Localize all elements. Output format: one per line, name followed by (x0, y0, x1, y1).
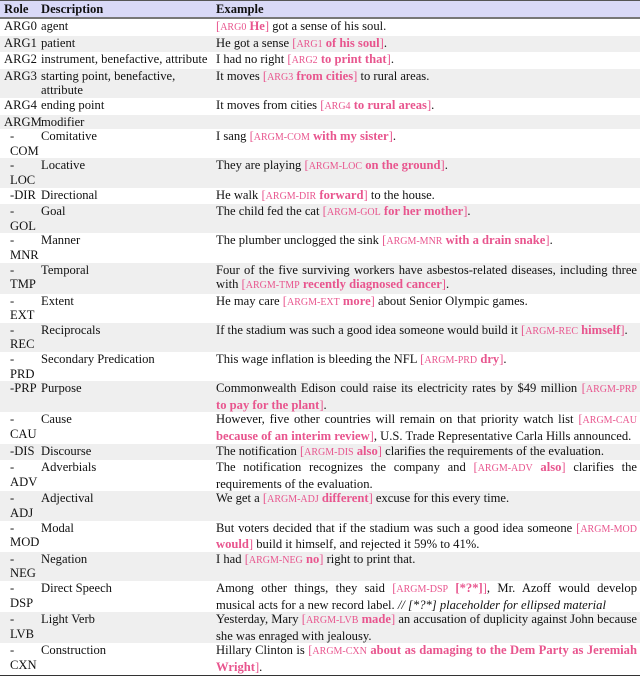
example-cell (212, 69, 640, 98)
table-row (0, 491, 640, 520)
table-row (0, 36, 640, 53)
argument-span: to pay for the plant (216, 397, 320, 412)
argument-span: with my sister (313, 129, 389, 144)
example-prefix: The notification (216, 443, 300, 458)
example-cell (212, 444, 640, 461)
example-cell (212, 491, 640, 520)
example-prefix: If the stadium was such a good idea someone would build it (216, 322, 521, 337)
example-prefix: Yesterday, Mary (216, 612, 302, 627)
role-tag: ARGM-NEG (248, 554, 303, 566)
close-bracket: ] (319, 397, 324, 412)
role-cell: ARG4 (4, 97, 37, 112)
role-tag: ARGM-DIS (304, 446, 354, 458)
close-bracket: ] (377, 443, 382, 458)
example-cell (212, 158, 640, 187)
role-cell: -COM (10, 129, 39, 158)
role-cell: -DSP (10, 580, 34, 610)
open-bracket: [ (299, 443, 305, 458)
role-cell: -DIS (10, 443, 35, 458)
description-cell: Negation (41, 551, 88, 566)
description-cell: Manner (41, 233, 81, 248)
example-prefix: This wage inflation is bleeding the NFL (216, 352, 421, 367)
open-bracket: [ (216, 19, 221, 33)
description-cell: Discourse (41, 443, 92, 458)
table-row (0, 381, 640, 412)
table-row (0, 233, 640, 262)
description-cell: Construction (41, 643, 107, 658)
close-bracket: ] (426, 97, 432, 112)
role-tag: ARG1 (296, 38, 323, 50)
example-suffix: . (467, 204, 471, 219)
description-cell: Comitative (41, 129, 97, 144)
example-cell (212, 521, 640, 552)
example-suffix: . (444, 158, 448, 173)
example-cell (212, 352, 640, 381)
role-tag: ARGM-ADJ (267, 494, 319, 506)
example-suffix: . (383, 35, 387, 50)
argument-span: different (321, 491, 369, 506)
example-cell (212, 460, 640, 491)
close-bracket: ] (368, 491, 373, 506)
description-cell: agent (41, 19, 69, 33)
description-cell: Directional (41, 187, 98, 202)
example-cell (212, 612, 640, 643)
close-bracket: ] (561, 460, 566, 475)
description-cell: Secondary Predication (41, 352, 155, 367)
example-prefix: Commonwealth Edison could raise its electricity rates by $49 million (216, 381, 582, 396)
role-cell: -EXT (10, 293, 35, 323)
role-cell: -NEG (10, 551, 36, 581)
example-cell (212, 552, 640, 581)
example-cell (212, 581, 640, 612)
open-bracket: [ (320, 97, 325, 112)
argument-span: [*?*] (455, 580, 483, 595)
example-prefix: The child fed the cat (216, 204, 323, 219)
role-cell: -PRP (10, 381, 37, 396)
description-cell: patient (41, 35, 76, 50)
open-bracket: [ (578, 412, 583, 427)
argument-span: would (216, 537, 249, 552)
argument-span: to print that (320, 52, 387, 67)
example-cell (212, 188, 640, 205)
description-cell: instrument, benefactive, attribute (41, 52, 208, 67)
open-bracket: [ (392, 580, 397, 595)
description-cell: Locative (41, 158, 86, 173)
table-row (0, 18, 640, 36)
role-cell: ARG3 (4, 68, 37, 83)
example-cell (212, 263, 640, 294)
description-cell: Goal (41, 204, 66, 219)
example-cell (212, 52, 640, 69)
role-tag: ARG2 (291, 55, 318, 67)
open-bracket: [ (292, 35, 297, 50)
example-suffix: . (259, 659, 263, 674)
role-tag: ARGM-GOL (326, 207, 381, 219)
close-bracket: ] (248, 537, 254, 552)
role-tag: ARGM-TMP (245, 280, 300, 292)
argument-span: from cities (296, 68, 354, 83)
example-cell (212, 129, 640, 158)
close-bracket: ] (363, 187, 368, 202)
example-suffix: to rural areas. (357, 68, 430, 83)
example-suffix: to the house. (367, 187, 435, 202)
table-row (0, 643, 640, 675)
example-prefix: I sang (216, 129, 250, 144)
table-row (0, 188, 640, 205)
header-description: Description (41, 1, 104, 16)
example-cell (212, 18, 640, 36)
close-bracket: ] (319, 551, 324, 566)
close-bracket: ] (369, 429, 374, 444)
argument-span: made (361, 612, 391, 627)
open-bracket: [ (262, 68, 268, 83)
role-cell: -TMP (10, 262, 36, 292)
close-bracket: ] (386, 52, 391, 67)
role-cell: ARG1 (4, 35, 37, 50)
role-tag: ARGM-ADV (477, 463, 533, 475)
example-prefix: Among other things, they said (216, 580, 393, 595)
table-row (0, 158, 640, 187)
role-cell: -DIR (10, 187, 36, 202)
argument-span: on the ground (365, 158, 441, 173)
role-cell: ARGM (4, 114, 42, 129)
example-suffix: about Senior Olympic games. (374, 293, 528, 308)
description-cell: starting point, benefactive, attribute (41, 68, 176, 98)
role-cell: -PRD (10, 352, 35, 381)
close-bracket: ] (264, 19, 270, 33)
description-cell: modifier (41, 114, 85, 129)
example-suffix: right to print that. (323, 551, 416, 566)
example-suffix: clarifies the requirements of the evaluation. (381, 443, 605, 458)
table-row (0, 98, 640, 115)
table-row (0, 444, 640, 461)
example-cell (212, 643, 640, 675)
close-bracket: ] (463, 204, 468, 219)
open-bracket: [ (473, 460, 478, 475)
example-suffix: clarifies the requirements of the evaluation. (216, 460, 637, 491)
description-cell: Adverbials (41, 460, 97, 475)
example-suffix: . (503, 352, 507, 367)
open-bracket: [ (261, 187, 266, 202)
role-tag: ARGM-DIR (265, 190, 317, 202)
role-tag: ARGM-CAU (582, 415, 637, 427)
header-role: Role (4, 1, 29, 16)
argument-span: forward (319, 187, 364, 202)
argument-span: also (540, 460, 562, 475)
table-header-row (0, 1, 640, 19)
example-suffix: got a sense of his soul. (269, 19, 387, 33)
argument-span: no (305, 551, 320, 566)
close-bracket: ] (545, 233, 550, 248)
description-cell: Light Verb (41, 612, 95, 627)
open-bracket: [ (244, 551, 249, 566)
close-bracket: ] (379, 35, 384, 50)
table-row (0, 115, 640, 130)
table-row (0, 612, 640, 643)
example-prefix: I had (216, 551, 245, 566)
table-row (0, 69, 640, 98)
argument-span: He (249, 19, 265, 33)
close-bracket: ] (499, 352, 504, 367)
role-tag: ARGM-CXN (312, 646, 367, 658)
open-bracket: [ (301, 612, 306, 627)
description-cell: Direct Speech (41, 580, 112, 595)
argument-span: dry (480, 352, 500, 367)
role-tag: ARGM-REC (525, 325, 578, 337)
role-tag: ARGM-PRD (424, 355, 478, 367)
open-bracket: [ (282, 293, 287, 308)
role-tag: ARGM-COM (253, 132, 310, 144)
table-row (0, 412, 640, 443)
example-cell (212, 323, 640, 352)
close-bracket: ] (388, 129, 393, 144)
argument-span: about as damaging to the Dem Party as Jeremiah Wright (216, 643, 637, 674)
open-bracket: [ (322, 204, 327, 219)
open-bracket: [ (382, 233, 387, 248)
example-prefix: The plumber unclogged the sink (216, 233, 383, 248)
role-tag: ARGM-LOC (308, 161, 363, 173)
close-bracket: ] (390, 612, 396, 627)
open-bracket: [ (521, 322, 526, 337)
example-cell (212, 381, 640, 412)
role-tag: ARGM-PRP (585, 384, 637, 396)
open-bracket: [ (576, 520, 581, 535)
open-bracket: [ (304, 158, 309, 173)
argument-span: recently diagnosed cancer (302, 277, 442, 292)
argument-span: more (342, 293, 371, 308)
example-cell (212, 204, 640, 233)
description-cell: Reciprocals (41, 322, 101, 337)
role-tag: ARGM-EXT (286, 296, 340, 308)
role-cell: -ADV (10, 460, 38, 489)
role-tag: ARGM-LVB (305, 615, 359, 627)
example-cell (212, 98, 640, 115)
open-bracket: [ (262, 491, 268, 506)
example-cell (212, 233, 640, 262)
close-bracket: ] (254, 659, 260, 674)
role-cell: -REC (10, 322, 35, 352)
role-tag: ARG4 (324, 100, 351, 112)
table-row (0, 263, 640, 294)
open-bracket: [ (581, 381, 586, 396)
table-row (0, 460, 640, 491)
close-bracket: ] (353, 68, 358, 83)
role-tag: ARGM-MNR (386, 236, 443, 248)
table-row (0, 552, 640, 581)
argument-span: to rural areas (353, 97, 427, 112)
example-suffix: . (446, 277, 450, 292)
example-prefix: We get a (216, 491, 263, 506)
example-prefix: Four of the five surviving workers have asbestos-related diseases, including three with (216, 262, 637, 292)
description-cell: Temporal (41, 262, 90, 277)
example-suffix: . (390, 52, 394, 67)
role-cell: -LVB (10, 612, 35, 641)
example-suffix: . (392, 129, 396, 144)
table-row (0, 521, 640, 552)
example-suffix: , Mr. Azoff would develop musical acts for a new record label. (216, 580, 637, 612)
example-prefix: They are playing (216, 158, 305, 173)
close-bracket: ] (440, 158, 445, 173)
example-cell (212, 115, 640, 130)
open-bracket: [ (308, 643, 313, 658)
table-row (0, 204, 640, 233)
example-cell (212, 412, 640, 443)
description-cell: Cause (41, 412, 72, 427)
example-suffix: excuse for this every time. (372, 491, 510, 506)
example-prefix: It moves (216, 68, 263, 83)
example-cell (212, 36, 640, 53)
description-cell: Modal (41, 520, 74, 535)
example-suffix: build it himself, and rejected it 59% to 41%. (253, 537, 480, 552)
argument-span: also (356, 443, 378, 458)
open-bracket: [ (241, 277, 246, 292)
table-row (0, 129, 640, 158)
table-row (0, 323, 640, 352)
description-cell: Extent (41, 293, 74, 308)
role-cell: ARG2 (4, 52, 37, 67)
role-tag: ARG3 (267, 71, 294, 83)
role-tag: ARG0 (220, 22, 247, 33)
close-bracket: ] (620, 322, 625, 337)
description-cell: Purpose (41, 381, 82, 396)
open-bracket: [ (249, 129, 254, 144)
example-prefix: I had no right (216, 52, 288, 67)
table-row (0, 581, 640, 612)
role-cell: -CAU (10, 412, 37, 442)
example-prefix: It moves from cities (216, 97, 321, 112)
argument-span: of his soul (325, 35, 380, 50)
role-cell: -LOC (10, 158, 36, 187)
example-prefix: But voters decided that if the stadium was such a good idea someone (216, 520, 577, 535)
example-suffix: . (549, 233, 553, 248)
table-body (0, 18, 640, 675)
argument-span: because of an interim review (216, 429, 370, 444)
description-cell: ending point (41, 97, 105, 112)
example-prefix: Hillary Clinton is (216, 643, 309, 658)
example-suffix: , U.S. Trade Representative Carla Hills announced. (373, 429, 632, 444)
example-suffix: . (431, 97, 435, 112)
description-cell: Adjectival (41, 491, 94, 506)
close-bracket: ] (370, 293, 375, 308)
table-row (0, 294, 640, 323)
header-example: Example (216, 1, 264, 16)
argument-span: with a drain snake (445, 233, 546, 248)
close-bracket: ] (441, 277, 446, 292)
argument-span: for her mother (383, 204, 464, 219)
argument-span: himself (581, 322, 621, 337)
table-row (0, 52, 640, 69)
role-cell: -CXN (10, 643, 37, 672)
open-bracket: [ (420, 352, 425, 367)
role-tag: ARGM-DSP (396, 583, 449, 595)
role-cell: -MNR (10, 233, 39, 262)
example-cell (212, 294, 640, 323)
role-cell: -MOD (10, 520, 40, 550)
example-prefix: He may care (216, 293, 283, 308)
role-cell: ARG0 (4, 19, 37, 33)
example-suffix: . (323, 397, 327, 412)
example-prefix: The notification recognizes the company and (216, 460, 474, 475)
example-prefix: He walk (216, 187, 262, 202)
example-note: // [*?*] placeholder for ellipsed material (397, 597, 606, 612)
example-prefix: He got a sense (216, 35, 293, 50)
open-bracket: [ (287, 52, 292, 67)
example-prefix: However, five other countries will remain on that priority watch list (216, 412, 579, 427)
table-row (0, 352, 640, 381)
example-suffix: an accusation of duplicity against John because she was enraged with jealousy. (216, 612, 637, 643)
close-bracket: ] (482, 580, 487, 595)
role-cell: -ADJ (10, 491, 34, 520)
role-cell: -GOL (10, 204, 36, 233)
role-tag: ARGM-MOD (580, 523, 637, 535)
example-suffix: . (624, 322, 628, 337)
